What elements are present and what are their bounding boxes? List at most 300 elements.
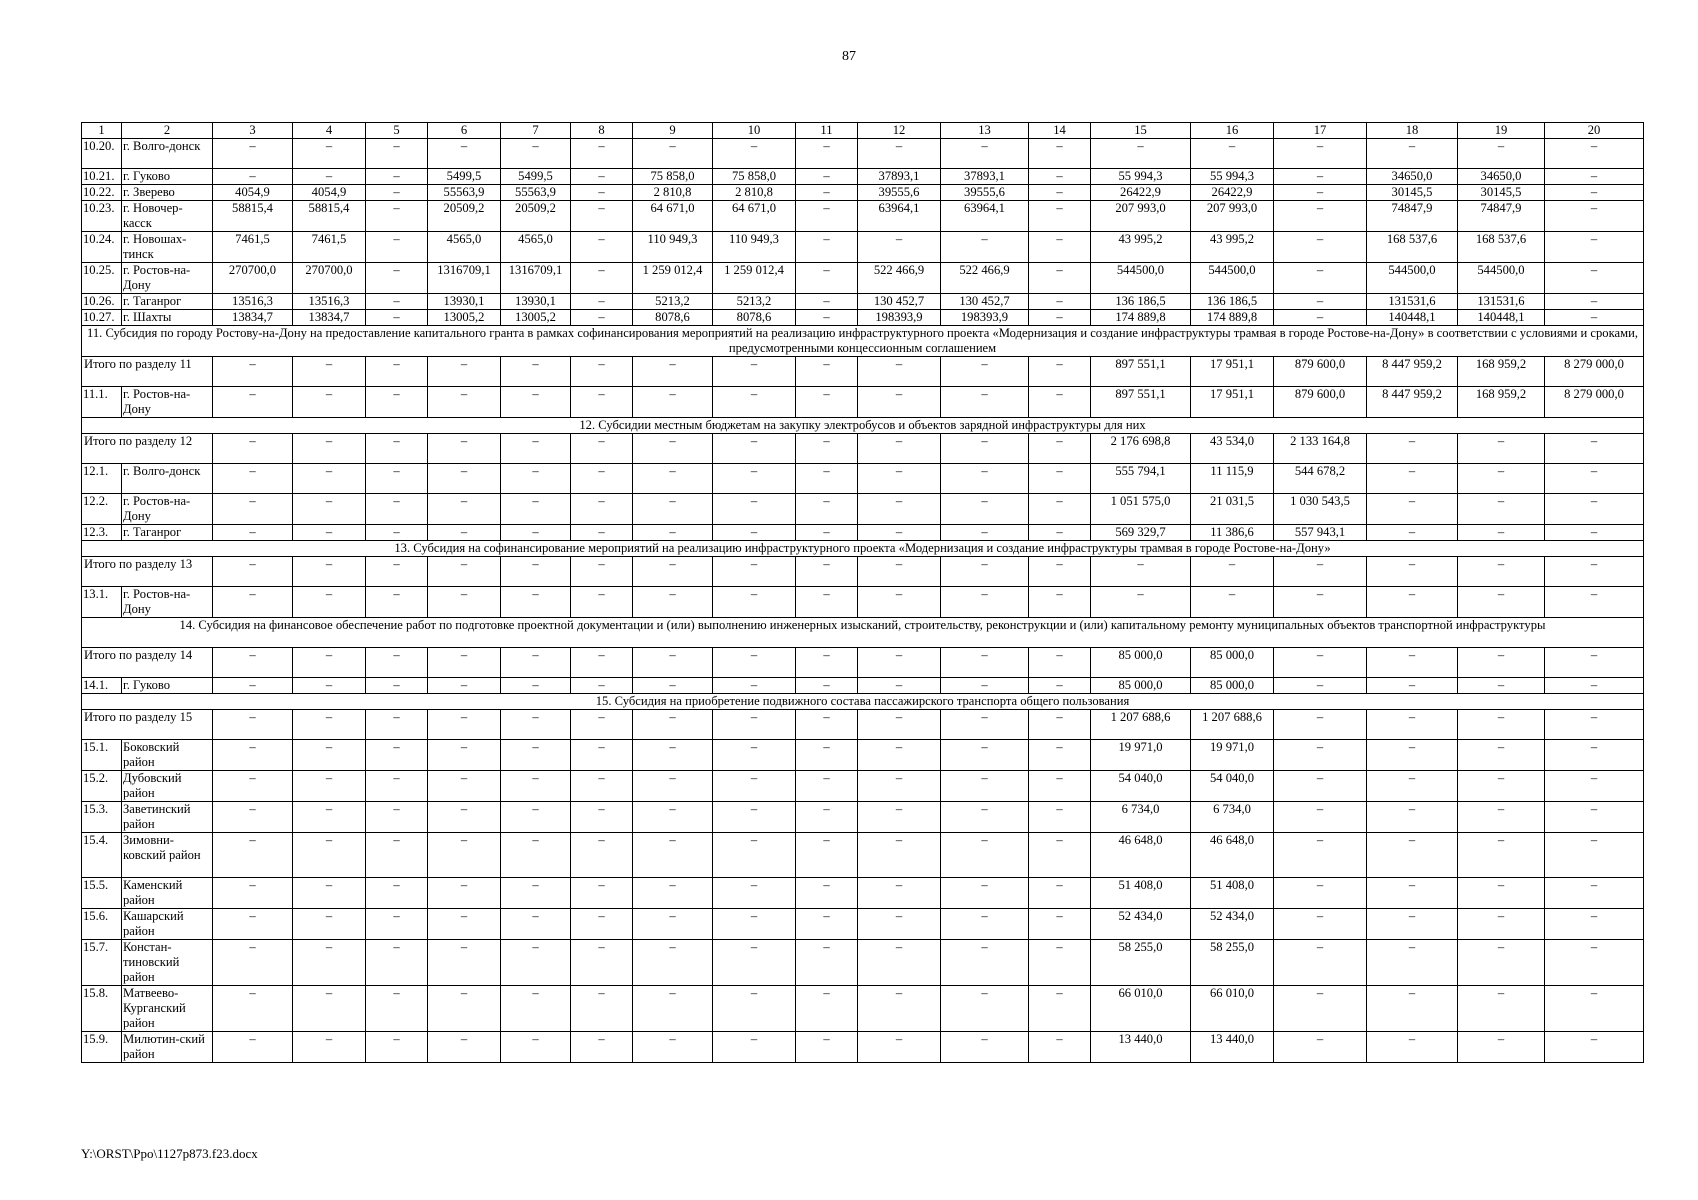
table-cell: 1 030 543,5 <box>1274 494 1367 525</box>
table-cell: – <box>713 525 796 541</box>
table-cell: – <box>1274 940 1367 986</box>
table-cell: 522 466,9 <box>858 263 941 294</box>
table-cell: – <box>293 587 366 618</box>
column-number: 14 <box>1029 123 1091 139</box>
table-cell: 13005,2 <box>428 310 501 326</box>
table-cell: – <box>501 357 571 387</box>
table-cell: 75 858,0 <box>713 169 796 185</box>
section-heading: 15. Субсидия на приобретение подвижного состава пассажирского транспорта общего пользования <box>82 694 1644 710</box>
table-cell: – <box>713 740 796 771</box>
table-cell: 1 259 012,4 <box>633 263 713 294</box>
row-number: 10.23. <box>82 201 122 232</box>
table-cell: – <box>428 139 501 169</box>
table-cell: – <box>1274 648 1367 678</box>
table-cell: – <box>796 185 858 201</box>
table-cell: 5213,2 <box>713 294 796 310</box>
table-row <box>82 740 1644 771</box>
table-cell: – <box>1029 169 1091 185</box>
table-cell: – <box>713 648 796 678</box>
table-cell: – <box>858 878 941 909</box>
row-number: 11.1. <box>82 387 122 418</box>
table-cell: – <box>1029 909 1091 940</box>
table-cell: 8078,6 <box>633 310 713 326</box>
table-cell: – <box>1274 310 1367 326</box>
table-cell: – <box>858 387 941 418</box>
table-cell: – <box>796 232 858 263</box>
table-cell: – <box>796 740 858 771</box>
table-cell: – <box>1029 294 1091 310</box>
table-cell: 13005,2 <box>501 310 571 326</box>
table-cell: – <box>293 387 366 418</box>
row-number: 15.1. <box>82 740 122 771</box>
table-cell: 544 678,2 <box>1274 464 1367 494</box>
table-cell: – <box>1545 648 1644 678</box>
table-cell: – <box>293 740 366 771</box>
table-cell: 1 207 688,6 <box>1091 710 1191 740</box>
table-cell: – <box>633 139 713 169</box>
table-cell: – <box>1274 802 1367 833</box>
table-cell: – <box>796 263 858 294</box>
table-cell: – <box>713 986 796 1032</box>
table-cell: – <box>1545 310 1644 326</box>
table-cell: – <box>941 387 1029 418</box>
row-number: 15.3. <box>82 802 122 833</box>
table-cell: 2 810,8 <box>633 185 713 201</box>
table-cell: – <box>428 802 501 833</box>
table-cell: – <box>293 909 366 940</box>
column-number: 6 <box>428 123 501 139</box>
municipality-name: Матвеево-Курганский район <box>122 986 213 1032</box>
table-cell: – <box>1545 294 1644 310</box>
table-cell: – <box>428 494 501 525</box>
table-row <box>82 263 1644 294</box>
table-cell: 131531,6 <box>1367 294 1458 310</box>
column-number: 16 <box>1191 123 1274 139</box>
table-cell: – <box>858 464 941 494</box>
table-cell: – <box>366 263 428 294</box>
table-cell: – <box>1545 434 1644 464</box>
table-cell: 26422,9 <box>1091 185 1191 201</box>
table-cell: – <box>213 139 293 169</box>
table-cell: – <box>796 357 858 387</box>
municipality-name: Кашарский район <box>122 909 213 940</box>
table-cell: – <box>293 464 366 494</box>
table-cell: 557 943,1 <box>1274 525 1367 541</box>
municipality-name: г. Таганрог <box>122 294 213 310</box>
table-cell: – <box>501 139 571 169</box>
table-cell: – <box>1458 464 1545 494</box>
table-cell: – <box>1029 587 1091 618</box>
table-cell: – <box>1367 525 1458 541</box>
table-cell: – <box>1367 494 1458 525</box>
table-cell: – <box>1458 1032 1545 1063</box>
table-cell: – <box>1458 557 1545 587</box>
table-cell: – <box>1029 678 1091 694</box>
table-cell: 198393,9 <box>941 310 1029 326</box>
row-number: 10.21. <box>82 169 122 185</box>
table-cell: – <box>366 909 428 940</box>
column-number: 4 <box>293 123 366 139</box>
table-cell: – <box>633 909 713 940</box>
table-cell: 136 186,5 <box>1091 294 1191 310</box>
table-row <box>82 294 1644 310</box>
table-cell: – <box>858 802 941 833</box>
table-cell: – <box>571 494 633 525</box>
table-cell: 85 000,0 <box>1091 648 1191 678</box>
table-cell: – <box>1545 232 1644 263</box>
table-cell: – <box>1029 986 1091 1032</box>
table-cell: – <box>366 678 428 694</box>
table-cell: – <box>571 710 633 740</box>
table-cell: – <box>1367 771 1458 802</box>
table-cell: – <box>1091 587 1191 618</box>
table-cell: – <box>796 878 858 909</box>
table-cell: – <box>713 678 796 694</box>
table-cell: – <box>796 294 858 310</box>
table-cell: – <box>571 294 633 310</box>
table-row <box>82 494 1644 525</box>
table-cell: – <box>213 648 293 678</box>
table-cell: – <box>428 878 501 909</box>
column-number-row <box>82 123 1644 139</box>
column-number: 7 <box>501 123 571 139</box>
table-cell: – <box>1545 678 1644 694</box>
table-cell: 544500,0 <box>1191 263 1274 294</box>
municipality-name: Зимовни-ковский район <box>122 833 213 878</box>
table-cell: 34650,0 <box>1367 169 1458 185</box>
table-cell: – <box>428 357 501 387</box>
table-cell: – <box>633 802 713 833</box>
table-cell: – <box>713 139 796 169</box>
table-cell: 13930,1 <box>501 294 571 310</box>
table-cell: – <box>1191 139 1274 169</box>
table-cell: 58 255,0 <box>1191 940 1274 986</box>
row-number: 15.6. <box>82 909 122 940</box>
table-cell: 544500,0 <box>1458 263 1545 294</box>
table-cell: – <box>213 940 293 986</box>
table-row <box>82 587 1644 618</box>
table-cell: 168 537,6 <box>1367 232 1458 263</box>
table-cell: 52 434,0 <box>1091 909 1191 940</box>
table-cell: – <box>1274 678 1367 694</box>
table-cell: 544500,0 <box>1367 263 1458 294</box>
table-cell: – <box>213 387 293 418</box>
table-cell: – <box>501 464 571 494</box>
table-cell: – <box>1545 878 1644 909</box>
table-cell: 13516,3 <box>213 294 293 310</box>
table-cell: – <box>713 494 796 525</box>
table-cell: 207 993,0 <box>1191 201 1274 232</box>
table-cell: – <box>428 434 501 464</box>
table-cell: – <box>571 557 633 587</box>
table-cell: – <box>1274 232 1367 263</box>
table-cell: 168 537,6 <box>1458 232 1545 263</box>
table-cell: – <box>213 710 293 740</box>
table-cell: – <box>1274 771 1367 802</box>
table-cell: 20509,2 <box>428 201 501 232</box>
table-cell: – <box>428 587 501 618</box>
table-cell: – <box>1367 878 1458 909</box>
table-cell: 30145,5 <box>1458 185 1545 201</box>
total-label: Итого по разделу 12 <box>82 434 213 464</box>
municipality-name: г. Новошах-тинск <box>122 232 213 263</box>
table-cell: – <box>501 710 571 740</box>
table-cell: – <box>633 434 713 464</box>
table-cell: – <box>858 740 941 771</box>
section-heading: 13. Субсидия на софинансирование мероприятий на реализацию инфраструктурного проекта «Модернизация и создание инфраструктуры трамвая в городе Ростове-на-Дону» <box>82 541 1644 557</box>
table-cell: 21 031,5 <box>1191 494 1274 525</box>
table-cell: – <box>293 1032 366 1063</box>
table-cell: 555 794,1 <box>1091 464 1191 494</box>
table-cell: 174 889,8 <box>1191 310 1274 326</box>
municipality-name: г. Новочер-касск <box>122 201 213 232</box>
column-number: 10 <box>713 123 796 139</box>
table-cell: 168 959,2 <box>1458 357 1545 387</box>
table-cell: – <box>858 648 941 678</box>
table-cell: – <box>1458 940 1545 986</box>
table-cell: – <box>796 802 858 833</box>
municipality-name: г. Ростов-на-Дону <box>122 387 213 418</box>
table-cell: – <box>941 464 1029 494</box>
section-heading: 12. Субсидии местным бюджетам на закупку электробусов и объектов зарядной инфраструктуры для них <box>82 418 1644 434</box>
table-cell: – <box>213 740 293 771</box>
table-cell: – <box>428 771 501 802</box>
table-cell: – <box>571 525 633 541</box>
table-cell: 39555,6 <box>941 185 1029 201</box>
table-cell: – <box>1029 232 1091 263</box>
table-cell: – <box>796 648 858 678</box>
table-cell: – <box>796 587 858 618</box>
table-cell: – <box>633 357 713 387</box>
table-cell: – <box>713 587 796 618</box>
table-cell: – <box>1091 139 1191 169</box>
table-cell: – <box>796 464 858 494</box>
municipality-name: г. Зверево <box>122 185 213 201</box>
table-cell: – <box>1367 802 1458 833</box>
table-cell: – <box>1545 557 1644 587</box>
table-cell: – <box>366 587 428 618</box>
table-cell: – <box>366 1032 428 1063</box>
table-cell: – <box>633 525 713 541</box>
table-cell: – <box>1367 1032 1458 1063</box>
table-cell: – <box>293 525 366 541</box>
table-cell: – <box>1545 710 1644 740</box>
section-total-row <box>82 357 1644 387</box>
table-row <box>82 310 1644 326</box>
table-cell: 37893,1 <box>941 169 1029 185</box>
table-cell: – <box>858 494 941 525</box>
table-cell: – <box>571 771 633 802</box>
section-heading: 14. Субсидия на финансовое обеспечение работ по подготовке проектной документации и (или) выполнению инженерных изысканий, строительству, реконструкции и (или) капитальному ремонту муниципальных объектов транспортной инфраструктуры <box>82 618 1644 648</box>
table-cell: – <box>858 940 941 986</box>
table-cell: 8 279 000,0 <box>1545 357 1644 387</box>
table-cell: – <box>366 294 428 310</box>
table-cell: – <box>571 740 633 771</box>
table-cell: – <box>1274 557 1367 587</box>
table-cell: – <box>1458 139 1545 169</box>
table-cell: – <box>428 909 501 940</box>
column-number: 5 <box>366 123 428 139</box>
table-cell: 6 734,0 <box>1091 802 1191 833</box>
table-cell: 20509,2 <box>501 201 571 232</box>
table-row <box>82 909 1644 940</box>
table-cell: 136 186,5 <box>1191 294 1274 310</box>
table-cell: – <box>571 833 633 878</box>
total-label: Итого по разделу 14 <box>82 648 213 678</box>
table-cell: 64 671,0 <box>713 201 796 232</box>
column-number: 3 <box>213 123 293 139</box>
table-cell: – <box>633 771 713 802</box>
table-cell: 55 994,3 <box>1191 169 1274 185</box>
table-cell: – <box>633 678 713 694</box>
municipality-name: г. Гуково <box>122 678 213 694</box>
table-cell: – <box>366 201 428 232</box>
table-cell: – <box>941 802 1029 833</box>
table-cell: – <box>571 1032 633 1063</box>
table-cell: – <box>1458 740 1545 771</box>
table-cell: 30145,5 <box>1367 185 1458 201</box>
table-cell: – <box>213 169 293 185</box>
table-body <box>82 123 1644 1063</box>
table-cell: – <box>571 387 633 418</box>
table-cell: 58 255,0 <box>1091 940 1191 986</box>
column-number: 13 <box>941 123 1029 139</box>
table-cell: – <box>941 678 1029 694</box>
table-cell: – <box>571 878 633 909</box>
table-cell: – <box>501 525 571 541</box>
row-number: 14.1. <box>82 678 122 694</box>
row-number: 15.2. <box>82 771 122 802</box>
table-cell: – <box>1545 740 1644 771</box>
table-cell: 8 447 959,2 <box>1367 357 1458 387</box>
total-label: Итого по разделу 15 <box>82 710 213 740</box>
table-cell: – <box>1029 263 1091 294</box>
table-cell: – <box>1545 464 1644 494</box>
table-cell: – <box>941 648 1029 678</box>
table-cell: – <box>428 740 501 771</box>
page-number: 87 <box>842 49 856 64</box>
municipality-name: г. Гуково <box>122 169 213 185</box>
table-cell: – <box>1458 833 1545 878</box>
table-cell: 168 959,2 <box>1458 387 1545 418</box>
table-cell: 2 176 698,8 <box>1091 434 1191 464</box>
row-number: 12.1. <box>82 464 122 494</box>
table-cell: – <box>633 494 713 525</box>
row-number: 15.5. <box>82 878 122 909</box>
table-cell: – <box>858 833 941 878</box>
column-number: 1 <box>82 123 122 139</box>
table-cell: 110 949,3 <box>713 232 796 263</box>
table-cell: – <box>1029 557 1091 587</box>
table-cell: – <box>796 940 858 986</box>
table-cell: – <box>1458 710 1545 740</box>
table-cell: – <box>1458 525 1545 541</box>
table-row <box>82 139 1644 169</box>
table-cell: 58815,4 <box>213 201 293 232</box>
table-cell: 19 971,0 <box>1091 740 1191 771</box>
table-cell: – <box>1274 263 1367 294</box>
row-number: 15.4. <box>82 833 122 878</box>
municipality-name: Заветинский район <box>122 802 213 833</box>
table-cell: – <box>428 710 501 740</box>
table-cell: – <box>858 557 941 587</box>
table-cell: – <box>428 678 501 694</box>
table-cell: 13834,7 <box>213 310 293 326</box>
table-cell: – <box>796 557 858 587</box>
table-cell: – <box>1545 201 1644 232</box>
table-cell: – <box>1274 1032 1367 1063</box>
table-cell: – <box>941 740 1029 771</box>
table-cell: – <box>501 878 571 909</box>
municipality-name: г. Ростов-на-Дону <box>122 494 213 525</box>
section-heading-row <box>82 541 1644 557</box>
table-cell: – <box>1367 434 1458 464</box>
table-cell: 4565,0 <box>428 232 501 263</box>
section-heading: 11. Субсидия по городу Ростову-на-Дону на предоставление капитального гранта в рамках софинансирования мероприятий на реализацию инфраструктурного проекта «Модернизация и создание инфраструктуры трамвая в городе Ростове-на-Дону» в соответствии с условиями и сроками, предусмотренными концессионным соглашением <box>82 326 1644 357</box>
table-cell: – <box>428 387 501 418</box>
table-cell: – <box>1367 833 1458 878</box>
table-cell: – <box>366 833 428 878</box>
table-cell: 131531,6 <box>1458 294 1545 310</box>
table-cell: – <box>501 494 571 525</box>
table-cell: – <box>941 557 1029 587</box>
table-cell: – <box>571 310 633 326</box>
table-cell: – <box>633 986 713 1032</box>
table-cell: – <box>1367 678 1458 694</box>
table-cell: – <box>571 139 633 169</box>
table-cell: – <box>366 185 428 201</box>
table-cell: – <box>796 909 858 940</box>
table-cell: – <box>1458 494 1545 525</box>
table-row <box>82 387 1644 418</box>
table-cell: – <box>571 169 633 185</box>
table-cell: – <box>941 909 1029 940</box>
table-cell: – <box>1545 169 1644 185</box>
table-cell: – <box>501 986 571 1032</box>
table-cell: – <box>501 557 571 587</box>
table-cell: – <box>633 464 713 494</box>
table-cell: – <box>1545 525 1644 541</box>
table-cell: – <box>366 357 428 387</box>
budget-table <box>81 122 1644 1063</box>
row-number: 10.27. <box>82 310 122 326</box>
table-cell: – <box>796 525 858 541</box>
table-cell: – <box>633 740 713 771</box>
row-number: 15.8. <box>82 986 122 1032</box>
municipality-name: Милютин-ский район <box>122 1032 213 1063</box>
table-cell: – <box>501 648 571 678</box>
row-number: 10.24. <box>82 232 122 263</box>
table-cell: – <box>571 940 633 986</box>
table-cell: – <box>293 986 366 1032</box>
table-cell: – <box>428 833 501 878</box>
table-cell: – <box>213 878 293 909</box>
table-cell: – <box>293 357 366 387</box>
table-cell: – <box>571 263 633 294</box>
table-cell: – <box>1274 169 1367 185</box>
table-cell: 7461,5 <box>213 232 293 263</box>
table-cell: 74847,9 <box>1367 201 1458 232</box>
table-cell: – <box>1029 310 1091 326</box>
table-cell: – <box>428 986 501 1032</box>
table-cell: – <box>293 878 366 909</box>
table-cell: – <box>1274 740 1367 771</box>
table-cell: 1316709,1 <box>501 263 571 294</box>
municipality-name: Дубовский район <box>122 771 213 802</box>
table-cell: – <box>941 771 1029 802</box>
table-cell: – <box>633 587 713 618</box>
table-cell: 544500,0 <box>1091 263 1191 294</box>
